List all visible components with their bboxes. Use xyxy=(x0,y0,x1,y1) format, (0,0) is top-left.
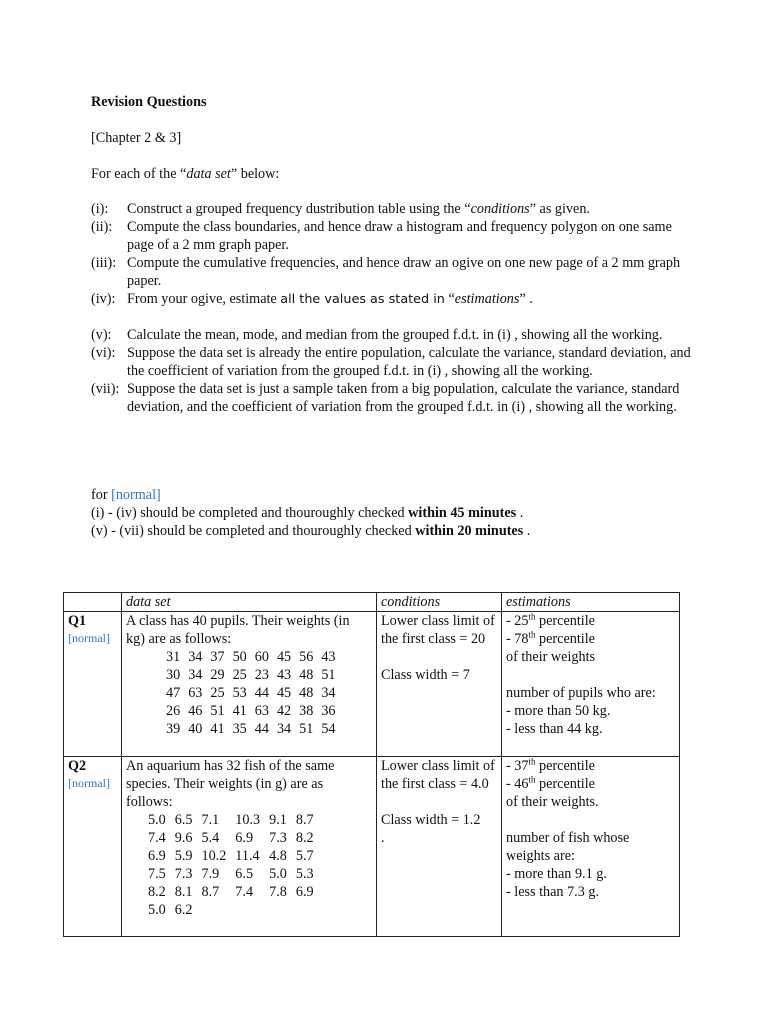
data-value: 43 xyxy=(321,649,336,665)
data-value: 48 xyxy=(299,667,314,683)
data-values-row xyxy=(148,901,323,919)
instruction-item-vii xyxy=(91,380,691,416)
instruction-number: (iv): xyxy=(91,291,116,307)
data-value: 8.2 xyxy=(148,884,166,900)
data-value: 10.2 xyxy=(201,848,227,864)
data-value: 41 xyxy=(232,703,247,719)
instruction-text: Compute the class boundaries, and hence draw a histogram and frequency polygon on one same page of a 2 mm graph paper. xyxy=(127,219,672,253)
data-value: 5.0 xyxy=(269,866,287,882)
estimation-of-label: of their weights xyxy=(506,649,596,665)
data-value: 8.1 xyxy=(174,884,193,900)
data-value: 45 xyxy=(276,649,292,665)
data-value: 6.5 xyxy=(235,866,254,882)
estimations-cell xyxy=(502,612,680,757)
data-values-row xyxy=(166,684,344,702)
table-row-q2 xyxy=(64,757,680,937)
data-value: 7.3 xyxy=(174,866,193,882)
data-value: 8.2 xyxy=(295,830,314,846)
data-value: 40 xyxy=(188,721,203,737)
data-value: 63 xyxy=(188,685,203,701)
percentile-value: - 78 xyxy=(506,631,529,647)
instruction-number: (i): xyxy=(91,201,109,217)
intro-text-after: ” below: xyxy=(230,166,280,182)
data-value: 9.6 xyxy=(174,830,193,846)
instruction-emphasis: conditions xyxy=(470,201,530,217)
data-value: 11.4 xyxy=(235,848,260,864)
condition-lower-limit: Lower class limit of the first class = 4.0 xyxy=(381,758,495,792)
estimation-percentile-1 xyxy=(506,757,675,775)
intro-text-before: For each of the “ xyxy=(91,166,187,182)
data-value: 36 xyxy=(321,703,336,719)
instruction-number: (vii): xyxy=(91,381,120,397)
instruction-number: (vi): xyxy=(91,345,116,361)
data-value: 7.5 xyxy=(148,866,166,882)
estimation-percentile-2 xyxy=(506,775,675,793)
instruction-text: Suppose the data set is already the entire population, calculate the variance, standard deviation, and the coefficient of variation from the grouped f.d.t. in (i) , showing all the working. xyxy=(127,345,691,379)
difficulty-tag: [normal] xyxy=(111,487,161,503)
instruction-text: Calculate the mean, mode, and median from the grouped f.d.t. in (i) , showing all the working. xyxy=(127,327,663,343)
data-values-row xyxy=(148,865,323,883)
timing-text: (i) - (iv) should be completed and thouroughly checked xyxy=(91,505,409,521)
percentile-label: percentile xyxy=(535,631,595,647)
data-value: 60 xyxy=(254,649,269,665)
ordinal-suffix: th xyxy=(528,756,536,767)
intro-line xyxy=(91,165,279,183)
data-value: 4.8 xyxy=(269,848,287,864)
header-empty-cell xyxy=(64,593,122,612)
condition-class-width: Class width = 7 xyxy=(381,667,470,683)
estimation-percentile-1 xyxy=(506,612,675,630)
data-value: 50 xyxy=(232,649,247,665)
data-value: 5.4 xyxy=(201,830,220,846)
table-header-row xyxy=(64,593,680,612)
data-value: 51 xyxy=(299,721,314,737)
data-value: 5.9 xyxy=(174,848,193,864)
percentile-value: - 37 xyxy=(506,758,529,774)
data-value: 29 xyxy=(210,667,225,683)
data-values-grid xyxy=(166,648,344,738)
data-values-row xyxy=(166,702,344,720)
data-values-row xyxy=(148,811,323,829)
ordinal-suffix: th xyxy=(528,611,536,622)
data-value: 9.1 xyxy=(269,812,287,828)
data-values-grid xyxy=(148,811,323,919)
instruction-text-end: ” as given. xyxy=(529,201,590,217)
data-value: 5.0 xyxy=(148,812,166,828)
header-conditions: conditions xyxy=(377,593,502,612)
percentile-value: - 46 xyxy=(506,776,529,792)
data-value: 34 xyxy=(188,649,203,665)
instruction-text-end: ” . xyxy=(519,291,533,307)
chapter-reference: [Chapter 2 & 3] xyxy=(91,130,182,146)
data-values-row xyxy=(148,847,323,865)
timing-line-1 xyxy=(91,504,530,522)
data-values-row xyxy=(166,720,344,738)
data-values-row xyxy=(148,829,323,847)
question-label-cell xyxy=(64,612,122,757)
data-value: 6.9 xyxy=(295,884,314,900)
condition-class-width: Class width = 1.2 xyxy=(381,812,481,828)
data-value: 45 xyxy=(276,685,292,701)
timing-end: . xyxy=(516,505,524,521)
ordinal-suffix: th xyxy=(528,629,536,640)
estimation-number-label: number of pupils who are: xyxy=(506,685,656,701)
percentile-label: percentile xyxy=(535,776,595,792)
instruction-item-iii xyxy=(91,254,691,290)
data-value: 8.7 xyxy=(295,812,314,828)
data-value: 7.9 xyxy=(201,866,220,882)
instruction-text: Compute the cumulative frequencies, and hence draw an ogive on one new page of a 2 mm graph paper. xyxy=(127,255,681,289)
instruction-list xyxy=(91,200,691,416)
time-limit: within 20 minutes xyxy=(415,523,524,539)
data-value: 7.4 xyxy=(235,884,254,900)
condition-lower-limit: Lower class limit of the first class = 20 xyxy=(381,613,495,647)
estimation-less-than: - less than 44 kg. xyxy=(506,721,603,737)
instruction-item-i xyxy=(91,200,691,218)
instruction-item-ii xyxy=(91,218,691,254)
data-value: 44 xyxy=(254,685,269,701)
time-limit: within 45 minutes xyxy=(408,505,517,521)
data-value: 34 xyxy=(321,685,336,701)
estimation-less-than: - less than 7.3 g. xyxy=(506,884,599,900)
instruction-text: Suppose the data set is just a sample taken from a big population, calculate the variance, standard deviation, and the coefficient of variation from the grouped f.d.t. in (i) , showing all the working. xyxy=(127,381,680,415)
instruction-item-vi xyxy=(91,344,691,380)
data-value: 35 xyxy=(232,721,247,737)
instruction-number: (iii): xyxy=(91,255,117,271)
data-value: 34 xyxy=(188,667,203,683)
instruction-number: (ii): xyxy=(91,219,113,235)
difficulty-tag: [normal] xyxy=(68,631,110,645)
intro-text-emphasis: data set xyxy=(186,166,231,182)
data-value: 6.2 xyxy=(174,902,193,918)
instruction-item-v xyxy=(91,326,691,344)
estimation-percentile-2 xyxy=(506,630,675,648)
instruction-text: Construct a grouped frequency dustribution table using the “ xyxy=(127,201,471,217)
question-number: Q1 xyxy=(68,613,87,629)
data-values-row xyxy=(166,666,344,684)
question-label-cell xyxy=(64,757,122,937)
difficulty-tag: [normal] xyxy=(68,776,110,790)
data-value: 25 xyxy=(232,667,247,683)
data-value: 7.4 xyxy=(148,830,166,846)
instruction-emphasis: estimations xyxy=(454,291,520,307)
data-value: 6.9 xyxy=(235,830,254,846)
data-value: 37 xyxy=(210,649,225,665)
data-value: 47 xyxy=(166,685,181,701)
data-value: 54 xyxy=(321,721,336,737)
data-value: 23 xyxy=(254,667,269,683)
timing-block xyxy=(91,486,530,540)
data-value: 44 xyxy=(254,721,269,737)
data-value: 43 xyxy=(276,667,292,683)
data-value: 39 xyxy=(166,721,181,737)
data-value: 30 xyxy=(166,667,181,683)
estimations-cell xyxy=(502,757,680,937)
timing-header xyxy=(91,486,530,504)
instruction-item-iv: (iv): From your ogive, estimate all the values as stated in “estimations” . xyxy=(91,291,533,307)
conditions-cell xyxy=(377,612,502,757)
conditions-cell xyxy=(377,757,502,937)
data-value: 42 xyxy=(276,703,292,719)
data-values-row xyxy=(166,648,344,666)
percentile-label: percentile xyxy=(535,613,595,629)
instruction-number: (v): xyxy=(91,327,112,343)
data-set-description: A class has 40 pupils. Their weights (in kg) are as follows: xyxy=(126,613,350,647)
data-value: 8.7 xyxy=(201,884,220,900)
data-value: 63 xyxy=(254,703,269,719)
questions-table xyxy=(63,592,680,937)
page-title: Revision Questions xyxy=(91,94,207,110)
data-value: 7.3 xyxy=(269,830,287,846)
header-estimations: estimations xyxy=(502,593,680,612)
data-value: 38 xyxy=(299,703,314,719)
data-value: 5.3 xyxy=(295,866,314,882)
data-values-row xyxy=(148,883,323,901)
data-value: 46 xyxy=(188,703,203,719)
data-value: 51 xyxy=(321,667,336,683)
timing-for-label: for xyxy=(91,487,112,503)
data-value: 51 xyxy=(210,703,225,719)
data-value: 34 xyxy=(276,721,292,737)
data-value: 6.9 xyxy=(148,848,166,864)
ordinal-suffix: th xyxy=(528,774,536,785)
table-row-q1 xyxy=(64,612,680,757)
percentile-value: - 25 xyxy=(506,613,529,629)
data-value: 5.0 xyxy=(148,902,166,918)
header-data-set: data set xyxy=(122,593,377,612)
question-number: Q2 xyxy=(68,758,87,774)
estimation-number-label: number of fish whose weights are: xyxy=(506,830,630,864)
instruction-text-sans: all the values as stated in xyxy=(280,292,445,307)
data-set-cell xyxy=(122,612,377,757)
timing-end: . xyxy=(523,523,531,539)
data-value: 25 xyxy=(210,685,225,701)
data-value: 41 xyxy=(210,721,225,737)
estimation-more-than: - more than 50 kg. xyxy=(506,703,611,719)
data-value: 10.3 xyxy=(235,812,261,828)
timing-line-2 xyxy=(91,522,530,540)
condition-trailing-dot: . xyxy=(381,830,385,846)
data-set-description: An aquarium has 32 fish of the same species. Their weights (in g) are as follows: xyxy=(126,758,335,810)
data-value: 7.1 xyxy=(201,812,220,828)
data-value: 53 xyxy=(232,685,247,701)
data-set-cell xyxy=(122,757,377,937)
estimation-more-than: - more than 9.1 g. xyxy=(506,866,607,882)
data-value: 48 xyxy=(299,685,314,701)
percentile-label: percentile xyxy=(535,758,595,774)
data-value: 26 xyxy=(166,703,181,719)
data-value: 56 xyxy=(299,649,314,665)
data-value: 31 xyxy=(166,649,181,665)
data-value: 7.8 xyxy=(269,884,287,900)
timing-text: (v) - (vii) should be completed and thouroughly checked xyxy=(91,523,416,539)
data-value: 6.5 xyxy=(174,812,193,828)
instruction-text: From your ogive, estimate xyxy=(127,291,281,307)
data-value: 5.7 xyxy=(295,848,314,864)
estimation-of-label: of their weights. xyxy=(506,794,599,810)
